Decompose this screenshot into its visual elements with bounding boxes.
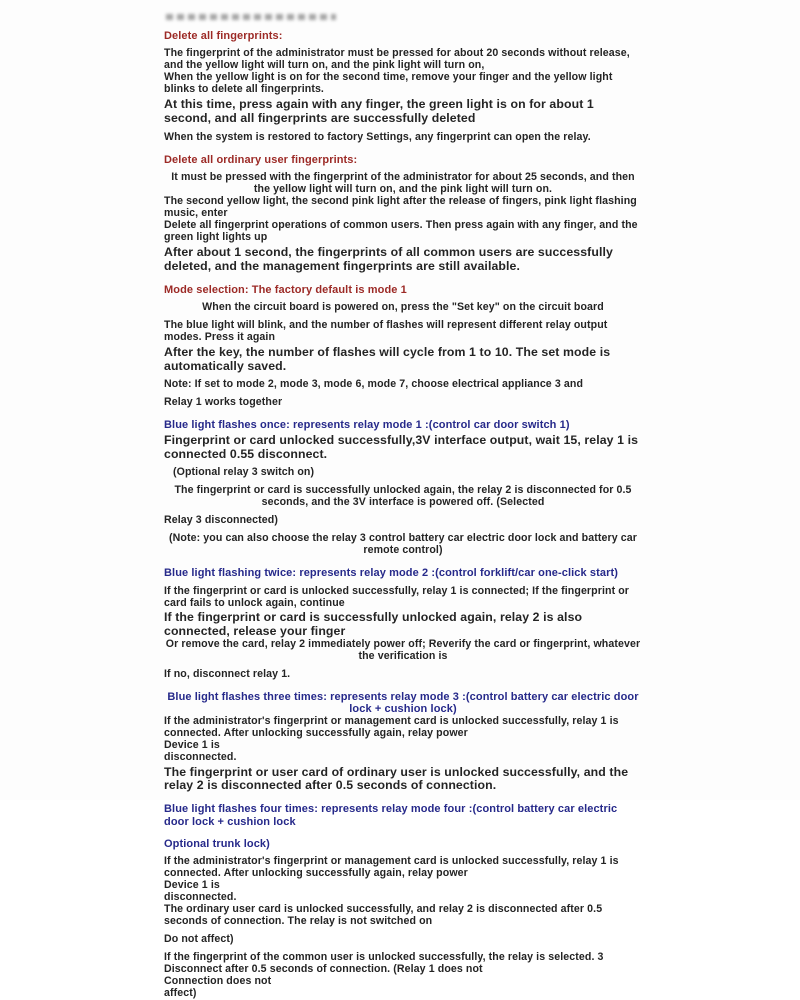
paragraph: Connection does not [164, 975, 272, 988]
section-heading: Blue light flashing twice: represents relay mode 2 :(control forklift/car one-click start) [164, 567, 618, 580]
paragraph: If the administrator's fingerprint or management card is unlocked successfully, relay 1 is connected. After unlocking successfully again, relay power [164, 714, 619, 739]
paragraph: If no, disconnect relay 1. [164, 667, 291, 680]
section-heading: Delete all ordinary user fingerprints: [164, 153, 358, 166]
paragraph: affect) [164, 987, 197, 1000]
paragraph: If the fingerprint of the common user is unlocked successfully, the relay is selected. 3 Disconnect after 0.5 seconds of connection. (Relay 1 does not [164, 951, 604, 976]
document-body [164, 14, 642, 1000]
paragraph: Do not affect) [164, 933, 234, 946]
paragraph: The fingerprint of the administrator must be pressed for about 20 seconds without release, and the yellow light will turn on, and the pink light will turn on, [164, 47, 630, 72]
paragraph: disconnected. [164, 891, 237, 904]
paragraph: At this time, press again with any finger, the green light is on for about 1 second, and all fingerprints are successfully deleted [164, 97, 594, 126]
section-heading: Mode selection: The factory default is mode 1 [164, 283, 407, 296]
paragraph: The second yellow light, the second pink light after the release of fingers, pink light flashing music, enter [164, 195, 637, 220]
paragraph: If the fingerprint or card is successfully unlocked again, relay 2 is also connected, release your finger [164, 610, 583, 639]
paragraph: When the system is restored to factory Settings, any fingerprint can open the relay. [164, 130, 591, 143]
section-heading: Delete all fingerprints: [164, 30, 283, 42]
cutoff-text-remnant [166, 14, 336, 20]
section-heading: Blue light flashes four times: represents relay mode four :(control battery car electric door lock + cushion lock [164, 803, 618, 828]
paragraph: The ordinary user card is unlocked successfully, and relay 2 is disconnected after 0.5 seconds of connection. The relay is not switched on [164, 903, 603, 928]
paragraph: (Optional relay 3 switch on) [173, 466, 315, 479]
paragraph: Relay 3 disconnected) [164, 514, 278, 527]
section-heading: Optional trunk lock) [164, 838, 270, 851]
paragraph: When the circuit board is powered on, press the "Set key" on the circuit board [202, 300, 604, 313]
paragraph: Or remove the card, relay 2 immediately power off; Reverify the card or fingerprint, whatever the verification is [165, 638, 641, 662]
paragraph: (Note: you can also choose the relay 3 control battery car electric door lock and battery car remote control) [169, 532, 637, 557]
paragraph: Note: If set to mode 2, mode 3, mode 6, mode 7, choose electrical appliance 3 and [164, 378, 584, 391]
paragraph: Relay 1 works together [164, 396, 283, 409]
paragraph: If the fingerprint or card is unlocked successfully, relay 1 is connected; If the fingerprint or card fails to unlock again, continue [164, 584, 630, 609]
paragraph: If the administrator's fingerprint or management card is unlocked successfully, relay 1 is connected. After unlocking successfully again, relay power [164, 855, 619, 880]
paragraph: The fingerprint or user card of ordinary user is unlocked successfully, and the relay 2 is disconnected after 0.5 seconds of connection. [164, 764, 629, 793]
paragraph: Device 1 is [164, 879, 220, 892]
paragraph: The fingerprint or card is successfully unlocked again, the relay 2 is disconnected for 0.5 seconds, and the 3V interface is powered off. (Selected [174, 484, 632, 509]
paragraph: After the key, the number of flashes will cycle from 1 to 10. The set mode is automatically saved. [164, 344, 611, 373]
paragraph: The blue light will blink, and the number of flashes will represent different relay output modes. Press it again [164, 318, 608, 343]
paragraph: Device 1 is [164, 738, 220, 751]
paragraph: Delete all fingerprint operations of common users. Then press again with any finger, and the green light lights up [164, 219, 638, 244]
section-heading: Blue light flashes once: represents relay mode 1 :(control car door switch 1) [164, 419, 570, 432]
paragraph: After about 1 second, the fingerprints of all common users are successfully deleted, and the management fingerprints are still available. [164, 245, 613, 273]
paragraph: Fingerprint or card unlocked successfully,3V interface output, wait 15, relay 1 is connected 0.55 disconnect. [164, 432, 639, 461]
section-heading: Blue light flashes three times: represents relay mode 3 :(control battery car electric door lock + cushion lock) [167, 690, 639, 716]
paragraph: When the yellow light is on for the second time, remove your finger and the yellow light blinks to delete all fingerprints. [164, 71, 613, 96]
paragraph: It must be pressed with the fingerprint of the administrator for about 25 seconds, and then the yellow light will turn on, and the pink light will turn on. [171, 171, 635, 196]
paragraph: disconnected. [164, 750, 237, 763]
